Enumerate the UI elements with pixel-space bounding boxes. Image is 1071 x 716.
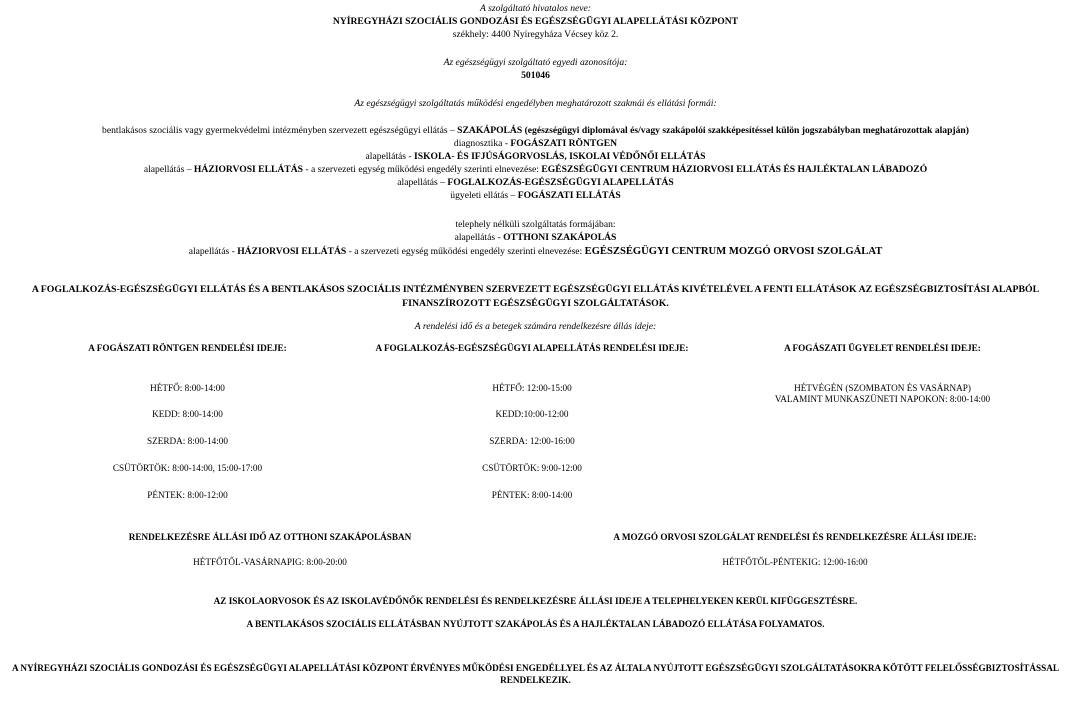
service-name: FOGLALKOZÁS-EGÉSZSÉGÜGYI ALAPELLÁTÁS xyxy=(447,177,674,188)
schedule-item: KEDD:10:00-12:00 xyxy=(495,409,569,419)
no-site-line-1 xyxy=(0,232,1071,243)
no-site-label: telephely nélküli szolgáltatás formájában: xyxy=(455,219,616,230)
schedule-item: HÉTFŐ: 8:00-14:00 xyxy=(150,383,225,393)
unit-name: EGÉSZSÉGÜGYI CENTRUM HÁZIORVOSI ELLÁTÁS ÉS HAJLÉKTALAN LÁBADOZÓ xyxy=(541,164,928,175)
service-prefix: alapellátás - xyxy=(365,151,415,162)
schedule-item: HÉTFŐTŐL-PÉNTEKIG: 12:00-16:00 xyxy=(722,557,868,567)
schedule-item: SZERDA: 8:00-14:00 xyxy=(147,436,228,446)
unit-name: EGÉSZSÉGÜGYI CENTRUM MOZGÓ ORVOSI SZOLGÁLAT xyxy=(584,246,883,257)
service-line xyxy=(0,177,1071,188)
schedule-item: PÉNTEK: 8:00-12:00 xyxy=(147,490,228,500)
service-line xyxy=(0,164,1071,175)
service-suffix: - a szervezeti egység működési engedély szerinti elnevezése: xyxy=(346,246,585,257)
dental-duty-title: A FOGÁSZATI ÜGYELET RENDELÉSI IDEJE: xyxy=(784,343,981,353)
schedule-item: HÉTVÉGÉN (SZOMBATON ÉS VASÁRNAP) VALAMINT MUNKASZÜNETI NAPOKON: 8:00-14:00 xyxy=(774,383,991,404)
home-care-schedule xyxy=(60,532,480,572)
xray-schedule xyxy=(40,343,335,513)
mobile-schedule-title: A MOZGÓ ORVOSI SZOLGÁLAT RENDELÉSI ÉS RENDELKEZÉSRE ÁLLÁSI IDEJE: xyxy=(613,532,977,542)
id-label: Az egészségügyi szolgáltató egyedi azonosítója: xyxy=(443,57,628,68)
service-name: OTTHONI SZAKÁPOLÁS xyxy=(503,232,617,243)
service-prefix: alapellátás - xyxy=(188,246,238,257)
residential-note: A BENTLAKÁSOS SZOCIÁLIS ELLÁTÁSBAN NYÚJTOTT SZAKÁPOLÁS ÉS A HAJLÉKTALAN LÁBADOZÓ ELLÁTÁSA FOLYAMATOS. xyxy=(246,619,825,629)
id-value: 501046 xyxy=(521,70,550,81)
service-prefix: ügyeleti ellátás – xyxy=(450,190,518,201)
license-note: A NYÍREGYHÁZI SZOCIÁLIS GONDOZÁSI ÉS EGÉSZSÉGÜGYI ALAPELLÁTÁSI KÖZPONT ÉRVÉNYES MŰKÖDÉSI ENGEDÉLLYEL ÉS AZ ÁLTALA NYÚJTOTT EGÉSZSÉGÜGYI SZOLGÁLTATÁSOKRA KÖTÖTT FELELŐSSÉGBIZTOSÍTÁSSAL RENDELKEZIK. xyxy=(11,663,1060,685)
service-name: HÁZIORVOSI ELLÁTÁS xyxy=(237,246,347,257)
service-name: HÁZIORVOSI ELLÁTÁS xyxy=(193,164,303,175)
schedule-item: PÉNTEK: 8:00-14:00 xyxy=(491,490,573,500)
schedule-item: CSÜTÖRTÖK: 8:00-14:00, 15:00-17:00 xyxy=(112,463,263,473)
forms-label: Az egészségügyi szolgáltatás működési engedélyben meghatározott szakmái és ellátási formái: xyxy=(354,98,717,109)
occupational-schedule xyxy=(372,343,692,513)
financing-note: A FOGLALKOZÁS-EGÉSZSÉGÜGYI ELLÁTÁS ÉS A BENTLAKÁSOS SZOCIÁLIS INTÉZMÉNYBEN SZERVEZETT EGÉSZSÉGÜGYI ELLÁTÁS KIVÉTELÉVEL A FENTI ELLÁTÁSOK AZ EGÉSZSÉGBIZTOSÍTÁSI ALAPBÓL FINANSZÍROZOTT EGÉSZSÉGÜGYI SZOLGÁLTATÁSOK. xyxy=(31,284,1040,309)
service-name: ISKOLA- ÉS IFJÚSÁGORVOSLÁS, ISKOLAI VÉDŐNŐI ELLÁTÁS xyxy=(414,151,706,162)
service-prefix: alapellátás - xyxy=(454,232,504,243)
seat-address: székhely: 4400 Nyíregyháza Vécsey köz 2. xyxy=(452,29,619,40)
service-prefix: diagnosztika - xyxy=(453,138,511,149)
schedule-item: HÉTFŐTŐL-VASÁRNAPIG: 8:00-20:00 xyxy=(193,557,347,567)
school-note: AZ ISKOLAORVOSOK ÉS AZ ISKOLAVÉDŐNŐK RENDELÉSI ÉS RENDELKEZÉSRE ÁLLÁSI IDEJE A TELEPHELYEKEN KERÜL KIFÜGGESZTÉSRE. xyxy=(213,596,858,606)
hours-label: A rendelési idő és a betegek számára rendelkezésre állás ideje: xyxy=(414,321,657,332)
service-line xyxy=(0,138,1071,149)
service-suffix: - a szervezeti egység működési engedély szerinti elnevezése: xyxy=(302,164,542,175)
home-care-title: RENDELKEZÉSRE ÁLLÁSI IDŐ AZ OTTHONI SZAKÁPOLÁSBAN xyxy=(128,532,412,542)
schedule-item: KEDD: 8:00-14:00 xyxy=(152,409,223,419)
service-name: FOGÁSZATI RÖNTGEN xyxy=(510,138,618,149)
no-site-line-2 xyxy=(0,246,1071,257)
service-line xyxy=(0,151,1071,162)
official-name-label: A szolgáltató hivatalos neve: xyxy=(480,3,591,14)
service-name: SZAKÁPOLÁS (egészségügyi diplomával és/vagy szakápolói szakképesítéssel külön jogszabályban meghatározottak alapján) xyxy=(457,125,969,136)
schedule-item: CSÜTÖRTÖK: 9:00-12:00 xyxy=(482,463,582,473)
service-line xyxy=(0,125,1071,136)
service-line xyxy=(0,190,1071,201)
service-name: FOGÁSZATI ELLÁTÁS xyxy=(517,190,621,201)
service-prefix: bentlakásos szociális vagy gyermekvédelmi intézményben szervezett egészségügyi ellátás – xyxy=(102,125,458,136)
mobile-schedule xyxy=(560,532,1030,572)
official-name: NYÍREGYHÁZI SZOCIÁLIS GONDOZÁSI ÉS EGÉSZSÉGÜGYI ALAPELLÁTÁSI KÖZPONT xyxy=(332,16,739,27)
service-prefix: alapellátás – xyxy=(397,177,448,188)
dental-duty-schedule xyxy=(735,343,1030,423)
schedule-item: SZERDA: 12:00-16:00 xyxy=(489,436,575,446)
xray-schedule-title: A FOGÁSZATI RÖNTGEN RENDELÉSI IDEJE: xyxy=(88,343,287,353)
service-prefix: alapellátás – xyxy=(143,164,194,175)
occupational-schedule-title: A FOGLALKOZÁS-EGÉSZSÉGÜGYI ALAPELLÁTÁS RENDELÉSI IDEJE: xyxy=(375,343,689,353)
schedule-item: HÉTFŐ: 12:00-15:00 xyxy=(492,383,572,393)
